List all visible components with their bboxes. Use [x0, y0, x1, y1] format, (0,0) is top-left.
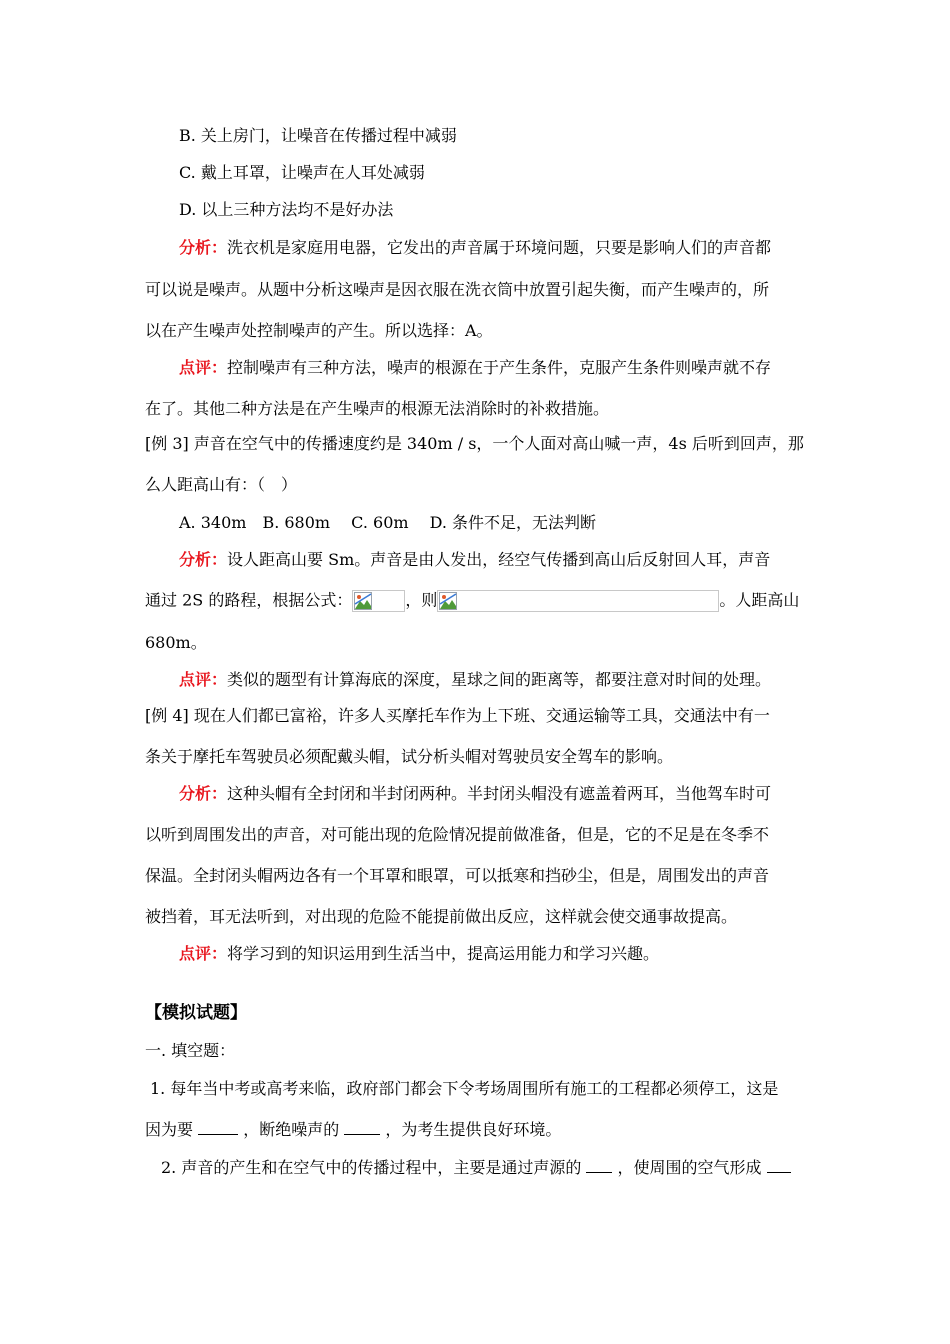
analysis-label: 分析：	[179, 238, 228, 257]
question-1-blanks	[145, 1120, 561, 1140]
example-3-options: A. 340m B. 680m C. 60m D. 条件不足，无法判断	[179, 513, 597, 532]
text-line: 条关于摩托车驾驶员必须配戴头帽，试分析头帽对驾驶员安全驾车的影响。	[145, 747, 674, 766]
analysis-text: 设人距高山要 Sm。声音是由人发出，经空气传播到高山后反射回人耳，声音	[227, 550, 771, 569]
formula-image-1	[352, 590, 405, 612]
answer-blank	[767, 1158, 791, 1173]
text-line: 以在产生噪声处控制噪声的产生。所以选择：A。	[145, 321, 493, 340]
analysis-label: 分析：	[179, 784, 228, 803]
formula-conclusion: 。人距高山	[719, 590, 800, 610]
analysis-paragraph-2	[179, 550, 770, 570]
text-line: 保温。全封闭头帽两边各有一个耳罩和眼罩，可以抵寒和挡砂尘，但是，周围发出的声音	[145, 866, 770, 885]
answer-blank	[344, 1120, 380, 1135]
option-b: B. 关上房门，让噪音在传播过程中减弱	[179, 126, 457, 145]
formula-image-2	[437, 590, 719, 612]
text-line: 在了。其他二种方法是在产生噪声的根源无法消除时的补救措施。	[145, 399, 610, 418]
comment-paragraph-3	[179, 944, 659, 964]
formula-intro: 通过 2S 的路程，根据公式：	[145, 590, 353, 610]
comment-label: 点评：	[179, 358, 228, 377]
analysis-text: 洗衣机是家庭用电器，它发出的声音属于环境问题，只要是影响人们的声音都	[227, 238, 772, 257]
fill-in-heading: 一. 填空题：	[145, 1041, 236, 1060]
analysis-paragraph-3	[179, 784, 771, 804]
text-line: 680m。	[145, 633, 207, 652]
analysis-label: 分析：	[179, 550, 228, 569]
blank-text: ，断绝噪声的	[243, 1120, 340, 1139]
broken-image-icon	[354, 592, 372, 610]
broken-image-icon	[439, 592, 457, 610]
comment-label: 点评：	[179, 944, 228, 963]
option-c: C. 戴上耳罩，让噪声在人耳处减弱	[179, 163, 425, 182]
analysis-paragraph-1	[179, 238, 771, 258]
blank-suffix: ，为考生提供良好环境。	[385, 1120, 562, 1139]
answer-blank	[198, 1120, 238, 1135]
formula-line	[145, 590, 799, 612]
text-line: 可以说是噪声。从题中分析这噪声是因衣服在洗衣筒中放置引起失衡，而产生噪声的，所	[145, 280, 770, 299]
comment-text: 类似的题型有计算海底的深度，星球之间的距离等，都要注意对时间的处理。	[227, 670, 772, 689]
section-heading: 【模拟试题】	[145, 1003, 247, 1023]
comment-text: 将学习到的知识运用到生活当中，提高运用能力和学习兴趣。	[227, 944, 660, 963]
example-3-question: [例 3] 声音在空气中的传播速度约是 340m / s，一个人面对高山喊一声，4s 后听到回声，那	[145, 434, 804, 453]
answer-blank	[586, 1158, 612, 1173]
text-line: 么人距高山有：（ ）	[145, 475, 298, 494]
text-line: 被挡着，耳无法听到，对出现的危险不能提前做出反应，这样就会使交通事故提高。	[145, 907, 738, 926]
question-2-text-2: ，使周围的空气形成	[617, 1158, 762, 1177]
example-4-question: [例 4] 现在人们都已富裕，许多人买摩托车作为上下班、交通运输等工具，交通法中有一	[145, 706, 770, 725]
blank-prefix: 因为要	[145, 1120, 194, 1139]
analysis-text: 这种头帽有全封闭和半封闭两种。半封闭头帽没有遮盖着两耳，当他驾车时可	[227, 784, 772, 803]
text-line: 以听到周围发出的声音，对可能出现的危险情况提前做准备，但是，它的不足是在冬季不	[145, 825, 770, 844]
comment-label: 点评：	[179, 670, 228, 689]
comment-paragraph-2	[179, 670, 771, 690]
formula-then: ，则	[405, 590, 438, 610]
comment-text: 控制噪声有三种方法，噪声的根源在于产生条件，克服产生条件则噪声就不存	[227, 358, 772, 377]
option-d: D. 以上三种方法均不是好办法	[179, 200, 394, 219]
comment-paragraph-1	[179, 358, 771, 378]
question-1: 1. 每年当中考或高考来临，政府部门都会下令考场周围所有施工的工程都必须停工，这是	[150, 1079, 779, 1098]
question-2-text: 2. 声音的产生和在空气中的传播过程中，主要是通过声源的	[161, 1158, 582, 1177]
question-2	[161, 1158, 791, 1178]
